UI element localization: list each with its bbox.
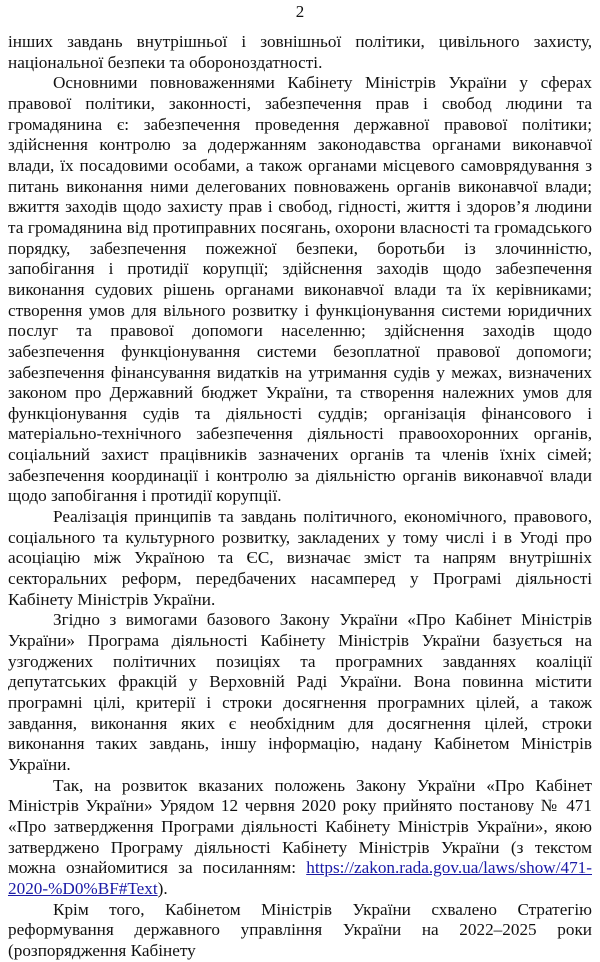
paragraph-powers: Основними повноваженнями Кабінету Міністрів України у сферах правової політики, законності, забезпечення прав і свобод людини та громадянина є: забезпечення проведення державної правової політики; здійснення контролю за додержанням законодавства органами виконавчої влади, їх посадовими особами, а також органами місцевого самоврядування з питань виконання ними делегованих повноважень органів виконавчої влади; вжиття заходів щодо захисту прав і свобод, гідності, життя і здоров’я людини та громадянина від протиправних посягань, охорони власності та громадського порядку, забезпечення пожежної безпеки, боротьби із злочинністю, запобігання і протидії корупції; здійснення заходів щодо забезпечення виконання судових рішень органами виконавчої влади та їх керівниками; створення умов для вільного розвитку і функціонування системи юридичних послуг та правової допомоги населенню; здійснення заходів щодо забезпечення функціонування системи безоплатної правової допомоги; забезпечення фінансування видатків на утримання судів у межах, визначених законом про Державний бюджет України, та створення належних умов для функціонування судів та діяльності суддів; організація фінансового і матеріально-технічного забезпечення діяльності правоохоронних органів, соціальний захист працівників зазначених органів та членів їхніх сімей; забезпечення координації і контролю за діяльністю органів виконавчої влади щодо запобігання і протидії корупції.: [8, 73, 592, 506]
paragraph-program-requirements: Згідно з вимогами базового Закону України «Про Кабінет Міністрів України» Програма діяльності Кабінету Міністрів України базується на узгоджених політичних позиціях та програмних завданнях коаліції депутатських фракцій у Верховній Раді України. Вона повинна містити програмні цілі, критерії і строки досягнення програмних цілей, а також завдання, виконання яких є необхідним для досягнення цілей, строки виконання таких завдань, іншу інформацію, надану Кабінетом Міністрів України.: [8, 610, 592, 774]
zakon-rada-link[interactable]: https://zakon.rada.gov.ua/laws/show/471-2020-%D0%BF#Text: [8, 858, 592, 898]
paragraph-resolution-471: [8, 776, 592, 900]
paragraph-strategy: Крім того, Кабінетом Міністрів України схвалено Стратегію реформування державного управління України на 2022–2025 роки (розпорядження Кабінету: [8, 899, 592, 960]
paragraph-intro-continuation: інших завдань внутрішньої і зовнішньої політики, цивільного захисту, національної безпеки та обороноздатності.: [8, 32, 592, 72]
document-body: [8, 32, 592, 962]
resolution-text: Так, на розвиток вказаних положень Закону України «Про Кабінет Міністрів України» Урядом 12 червня 2020 року прийнято постанову № 471 «Про затвердження Програми діяльності Кабінету Міністрів України», якою затверджено Програму діяльності Кабінету Міністрів України (з текстом можна ознайомитися за посиланням:: [8, 775, 592, 878]
paragraph-implementation: Реалізація принципів та завдань політичного, економічного, правового, соціального та культурного розвитку, закладених у тому числі і в Угоді про асоціацію між Україною та ЄС, визначає зміст та напрям внутрішніх секторальних реформ, передбачених насамперед у Програмі діяльності Кабінету Міністрів України.: [8, 507, 592, 609]
page-number: 2: [295, 2, 305, 21]
resolution-text-end: ).: [157, 878, 168, 898]
